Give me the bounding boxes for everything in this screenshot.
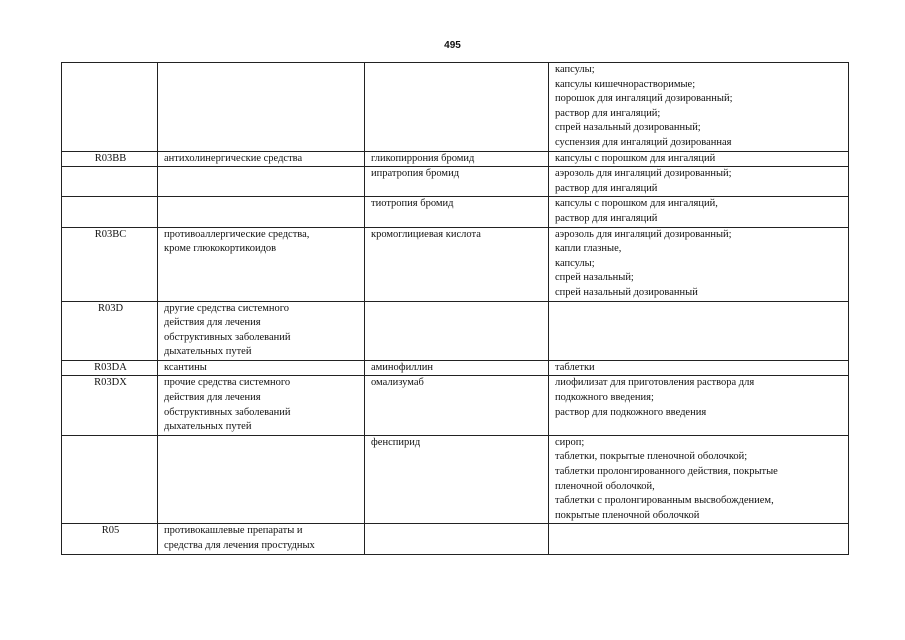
table-row <box>62 227 849 301</box>
cell-line: покрытые пленочной оболочкой <box>555 509 700 521</box>
cell-line: дыхательных путей <box>164 346 252 358</box>
cell-text: R03BB <box>94 152 127 164</box>
atc-group-cell <box>158 197 365 227</box>
atc-group-cell <box>158 524 365 554</box>
atc-code-cell <box>62 167 158 197</box>
drug-name-cell <box>365 360 549 376</box>
table-row <box>62 435 849 524</box>
cell-line: прочие средства системного <box>164 377 291 389</box>
atc-code-cell <box>62 360 158 376</box>
dosage-forms-cell <box>549 63 849 152</box>
atc-group-cell <box>158 151 365 167</box>
cell-line: лиофилизат для приготовления раствора для <box>555 377 755 389</box>
cell-line: аэрозоль для ингаляций дозированный; <box>555 228 732 240</box>
cell-line: подкожного введения; <box>555 392 654 404</box>
cell-line: таблетки пролонгированного действия, покрытые <box>555 466 778 478</box>
cell-line: дыхательных путей <box>164 421 252 433</box>
cell-line: таблетки <box>555 361 595 373</box>
dosage-forms-cell <box>549 360 849 376</box>
cell-text: R03DA <box>94 361 127 373</box>
dosage-forms-cell <box>549 524 849 554</box>
cell-line: сироп; <box>555 436 585 448</box>
drug-name-cell <box>365 151 549 167</box>
cell-text: R03D <box>97 302 124 314</box>
cell-line: ипратропия бромид <box>371 168 460 180</box>
atc-group-cell <box>158 63 365 152</box>
cell-line: противокашлевые препараты и <box>164 525 303 537</box>
cell-line: антихолинергические средства <box>164 152 303 164</box>
cell-line: порошок для ингаляций дозированный; <box>555 93 733 105</box>
cell-line: пленочной оболочкой, <box>555 480 655 492</box>
cell-text: R03DX <box>94 377 127 389</box>
atc-code-cell <box>62 63 158 152</box>
cell-line: спрей назальный; <box>555 272 634 284</box>
drug-name-cell <box>365 435 549 524</box>
cell-line: обструктивных заболеваний <box>164 406 291 418</box>
dosage-forms-cell <box>549 197 849 227</box>
drug-name-cell <box>365 63 549 152</box>
atc-group-cell <box>158 435 365 524</box>
drug-name-cell <box>365 227 549 301</box>
dosage-forms-cell <box>549 167 849 197</box>
drug-name-cell <box>365 167 549 197</box>
drug-name-cell <box>365 524 549 554</box>
atc-code-cell <box>62 151 158 167</box>
cell-line: раствор для ингаляций <box>555 182 658 194</box>
table-row <box>62 151 849 167</box>
cell-line: противоаллергические средства, <box>164 228 310 240</box>
cell-line: средства для лечения простудных <box>164 540 315 551</box>
atc-code-cell <box>62 524 158 554</box>
cell-line: раствор для ингаляций <box>555 212 658 224</box>
cell-line: ксантины <box>164 361 207 373</box>
cell-line: аэрозоль для ингаляций дозированный; <box>555 168 732 180</box>
cell-line: таблетки с пролонгированным высвобождением, <box>555 495 774 507</box>
cell-line: спрей назальный дозированный; <box>555 122 701 134</box>
table-row <box>62 360 849 376</box>
table-row <box>62 167 849 197</box>
table-row <box>62 376 849 435</box>
atc-group-cell <box>158 227 365 301</box>
dosage-forms-cell <box>549 301 849 360</box>
cell-line: кроме глюкокортикоидов <box>164 243 277 255</box>
cell-line: омализумаб <box>371 377 424 389</box>
cell-line: обструктивных заболеваний <box>164 331 291 343</box>
cell-line: капсулы кишечнорастворимые; <box>555 78 696 90</box>
cell-line: гликопиррония бромид <box>371 152 475 164</box>
cell-line: кромоглициевая кислота <box>371 228 481 240</box>
cell-line: спрей назальный дозированный <box>555 286 698 298</box>
table-row <box>62 63 849 152</box>
drug-name-cell <box>365 376 549 435</box>
cell-line: аминофиллин <box>371 361 433 373</box>
cell-text: R05 <box>101 525 120 537</box>
atc-group-cell <box>158 360 365 376</box>
atc-code-cell <box>62 227 158 301</box>
cell-line: капсулы с порошком для ингаляций, <box>555 198 718 210</box>
atc-group-cell <box>158 167 365 197</box>
cell-line: суспензия для ингаляций дозированная <box>555 136 732 148</box>
atc-group-cell <box>158 376 365 435</box>
cell-line: таблетки, покрытые пленочной оболочкой; <box>555 451 748 463</box>
cell-line: капсулы; <box>555 64 595 75</box>
cell-line: капсулы с порошком для ингаляций <box>555 152 716 164</box>
table-row <box>62 524 849 554</box>
dosage-forms-cell <box>549 376 849 435</box>
atc-group-cell <box>158 301 365 360</box>
drug-table <box>61 62 849 555</box>
dosage-forms-cell <box>549 227 849 301</box>
cell-line: капли глазные, <box>555 243 622 255</box>
atc-code-cell <box>62 435 158 524</box>
drug-name-cell <box>365 301 549 360</box>
dosage-forms-cell <box>549 435 849 524</box>
table-row <box>62 301 849 360</box>
atc-code-cell <box>62 197 158 227</box>
cell-line: действия для лечения <box>164 317 261 329</box>
drug-name-cell <box>365 197 549 227</box>
cell-line: другие средства системного <box>164 302 290 314</box>
table-body <box>62 63 849 555</box>
cell-text: R03BC <box>94 228 127 240</box>
cell-line: капсулы; <box>555 257 595 269</box>
cell-line: фенспирид <box>371 436 421 448</box>
cell-line: раствор для ингаляций; <box>555 107 661 119</box>
table-row <box>62 197 849 227</box>
atc-code-cell <box>62 376 158 435</box>
cell-line: действия для лечения <box>164 392 261 404</box>
cell-line: раствор для подкожного введения <box>555 406 707 418</box>
dosage-forms-cell <box>549 151 849 167</box>
cell-line: тиотропия бромид <box>371 198 454 210</box>
page-number: 495 <box>444 40 461 51</box>
atc-code-cell <box>62 301 158 360</box>
